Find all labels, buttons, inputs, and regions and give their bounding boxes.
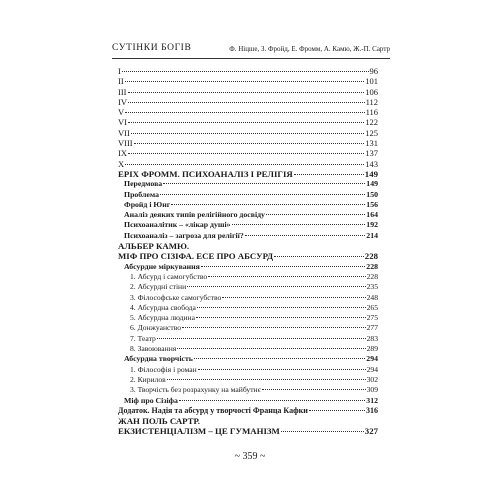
- toc-entry: [118, 365, 378, 375]
- book-title: СУТІНКИ БОГІВ: [112, 43, 192, 53]
- toc-entry-page: 192: [366, 220, 378, 230]
- toc-entry-title: ЕРІХ ФРОММ. ПСИХОАНАЛІЗ І РЕЛІГІЯ: [118, 168, 293, 179]
- toc-entry-title: АЛЬБЕР КАМЮ.: [118, 241, 190, 252]
- toc-entry: [118, 426, 378, 436]
- toc-entry: [118, 375, 378, 385]
- toc-entry: [118, 282, 378, 292]
- toc-entry-page: 143: [365, 158, 378, 169]
- toc-leader-dots: [266, 214, 365, 215]
- toc-leader-dots: [128, 153, 364, 154]
- toc-leader-dots: [182, 327, 366, 328]
- toc-entry-page: 228: [364, 251, 378, 262]
- toc-entry-title: VIII: [118, 138, 133, 149]
- toc-leader-dots: [222, 297, 365, 298]
- toc-entry: [118, 200, 378, 210]
- toc-entry-page: 265: [366, 302, 378, 312]
- toc-entry-title: Фройд і Юнг: [124, 199, 171, 209]
- toc-entry-page: 309: [366, 385, 378, 395]
- toc-entry-page: 149: [364, 168, 378, 179]
- toc-leader-dots: [125, 112, 364, 113]
- toc-leader-dots: [125, 81, 365, 82]
- toc-entry-page: 228: [366, 261, 378, 271]
- toc-leader-dots: [128, 92, 365, 93]
- toc-entry-title: Проблема: [124, 189, 159, 199]
- toc-leader-dots: [179, 400, 365, 401]
- toc-entry-page: 116: [365, 107, 378, 118]
- toc-entry: [118, 251, 378, 261]
- toc-entry-title: I: [118, 66, 121, 76]
- toc-entry-title: IX: [118, 148, 127, 159]
- toc-entry: [118, 416, 378, 426]
- toc-leader-dots: [294, 174, 364, 175]
- toc-entry-title: Передмова: [124, 179, 163, 189]
- toc-leader-dots: [134, 143, 365, 144]
- toc-leader-dots: [163, 183, 365, 184]
- toc-entry: [118, 159, 378, 169]
- toc-entry: [118, 169, 378, 179]
- toc-entry: [118, 128, 378, 138]
- table-of-contents: [118, 66, 378, 437]
- toc-entry-title: Аналіз деяких типів релігійного досвіду: [124, 210, 265, 220]
- toc-entry: [118, 76, 378, 86]
- toc-entry-page: 101: [365, 76, 378, 87]
- toc-entry: [118, 138, 378, 148]
- toc-leader-dots: [232, 224, 366, 225]
- toc-entry: [118, 334, 378, 344]
- toc-entry-page: 125: [365, 127, 378, 138]
- toc-entry: [118, 385, 378, 395]
- toc-entry: [118, 344, 378, 354]
- toc-entry: [118, 231, 378, 241]
- toc-entry-title: МІФ ПРО СІЗІФА. ЕСЕ ПРО АБСУРД: [118, 251, 274, 262]
- toc-entry-page: 112: [365, 96, 378, 107]
- toc-entry-title: Абсурдна творчість: [124, 354, 193, 364]
- toc-entry-title: 3. Філософське самогубство: [130, 292, 222, 302]
- toc-entry-page: 137: [365, 148, 378, 159]
- toc-entry-page: 312: [366, 395, 378, 405]
- toc-leader-dots: [160, 194, 365, 195]
- toc-entry-title: 4. Абсурдна свобода: [130, 302, 196, 312]
- toc-leader-dots: [274, 256, 364, 257]
- toc-leader-dots: [201, 266, 365, 267]
- toc-entry-page: 156: [366, 199, 378, 209]
- toc-entry: [118, 66, 378, 76]
- toc-entry-title: 2. Кирилов: [130, 374, 166, 384]
- toc-entry-page: 277: [366, 323, 378, 333]
- toc-leader-dots: [198, 369, 366, 370]
- toc-leader-dots: [167, 379, 366, 380]
- toc-entry-page: 294: [366, 354, 378, 364]
- toc-entry-title: IV: [118, 96, 127, 107]
- toc-entry-page: 294: [366, 364, 378, 374]
- toc-entry-title: Додаток. Надія та абсурд у творчості Франца Кафки: [118, 405, 308, 415]
- toc-entry-title: 6. Донжуанство: [130, 323, 182, 333]
- toc-entry-page: 248: [366, 292, 378, 302]
- toc-entry: [118, 117, 378, 127]
- toc-entry-title: II: [118, 76, 124, 87]
- toc-entry: [118, 313, 378, 323]
- toc-entry-page: 275: [366, 313, 378, 323]
- toc-entry-title: Психоаналітик – «лікар душі»: [124, 220, 231, 230]
- toc-entry-title: 8. Завоювання: [130, 344, 177, 354]
- toc-entry-title: 2. Абсурдні стіни: [130, 282, 187, 292]
- toc-entry-title: X: [118, 158, 125, 169]
- toc-entry: [118, 272, 378, 282]
- toc-entry-title: 3. Творчість без розрахунку на майбутнє: [130, 385, 261, 395]
- toc-leader-dots: [122, 71, 369, 72]
- toc-leader-dots: [171, 204, 365, 205]
- toc-entry-title: ЕКЗИСТЕНЦІАЛІЗМ – ЦЕ ГУМАНІЗМ: [118, 426, 280, 437]
- toc-entry-page: 122: [365, 117, 378, 128]
- running-header: [112, 42, 390, 59]
- toc-entry-title: ЖАН ПОЛЬ САРТР.: [118, 416, 200, 427]
- toc-entry: [118, 87, 378, 97]
- toc-entry: [118, 323, 378, 333]
- toc-entry: [118, 241, 378, 251]
- toc-entry: [118, 293, 378, 303]
- toc-entry: [118, 303, 378, 313]
- toc-leader-dots: [128, 102, 365, 103]
- toc-leader-dots: [245, 235, 366, 236]
- toc-entry: [118, 190, 378, 200]
- toc-leader-dots: [208, 276, 365, 277]
- toc-entry-page: 150: [366, 189, 378, 199]
- toc-entry: [118, 148, 378, 158]
- toc-entry-page: 96: [369, 66, 378, 76]
- toc-entry-title: III: [118, 86, 127, 97]
- toc-entry-page: 283: [366, 333, 378, 343]
- toc-entry: [118, 210, 378, 220]
- toc-entry-page: 106: [365, 86, 378, 97]
- toc-entry: [118, 396, 378, 406]
- toc-entry-page: 214: [366, 230, 378, 240]
- toc-leader-dots: [157, 338, 366, 339]
- toc-entry-page: 235: [366, 282, 378, 292]
- toc-entry-page: 289: [366, 344, 378, 354]
- authors-line: Ф. Ніцше, З. Фройд, Е. Фромм, А. Камю, Ж.-П. Сартр: [229, 45, 390, 53]
- toc-entry: [118, 220, 378, 230]
- toc-entry: [118, 107, 378, 117]
- toc-leader-dots: [125, 164, 364, 165]
- toc-entry-title: Абсурдне міркування: [124, 261, 200, 271]
- toc-leader-dots: [194, 358, 365, 359]
- toc-entry-title: 1. Філософія і роман: [130, 364, 197, 374]
- toc-entry-title: 1. Абсурд і самогубство: [130, 271, 208, 281]
- toc-leader-dots: [177, 348, 365, 349]
- toc-entry-page: 316: [366, 405, 378, 415]
- toc-entry-title: 7. Театр: [130, 333, 156, 343]
- toc-entry: [118, 179, 378, 189]
- toc-leader-dots: [281, 431, 364, 432]
- toc-entry-title: VI: [118, 117, 127, 128]
- toc-entry-title: 5. Абсурдна людина: [130, 313, 195, 323]
- toc-entry: [118, 406, 378, 416]
- toc-entry-title: Міф про Сізіфа: [124, 395, 178, 405]
- toc-leader-dots: [197, 307, 366, 308]
- toc-entry-page: 327: [364, 426, 378, 437]
- toc-entry: [118, 97, 378, 107]
- toc-leader-dots: [131, 133, 364, 134]
- toc-entry-page: 149: [366, 179, 378, 189]
- toc-entry-title: V: [118, 107, 125, 118]
- toc-entry: [118, 262, 378, 272]
- toc-entry-page: 164: [366, 210, 378, 220]
- toc-entry-title: VII: [118, 127, 130, 138]
- toc-leader-dots: [196, 317, 366, 318]
- toc-leader-dots: [128, 122, 364, 123]
- toc-entry-page: 302: [366, 374, 378, 384]
- toc-entry: [118, 354, 378, 364]
- toc-entry-page: 228: [366, 271, 378, 281]
- page-number: ~ 359 ~: [234, 451, 266, 462]
- toc-entry-title: Психоаналіз – загроза для релігії?: [124, 230, 244, 240]
- toc-leader-dots: [309, 410, 365, 411]
- toc-leader-dots: [187, 286, 365, 287]
- toc-entry-page: 131: [365, 138, 378, 149]
- toc-leader-dots: [262, 389, 366, 390]
